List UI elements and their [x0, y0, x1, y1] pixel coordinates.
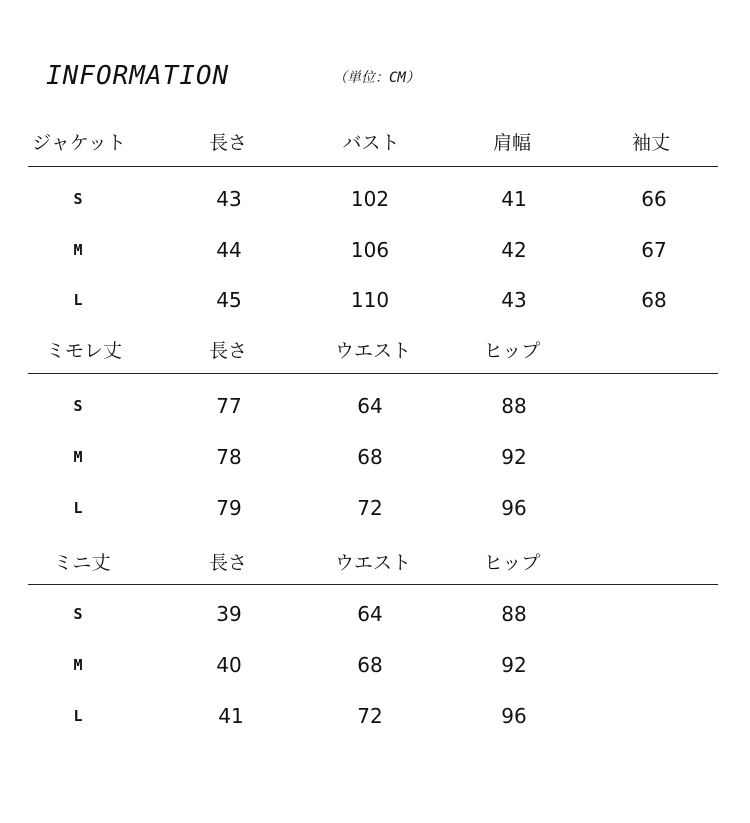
size-label: M — [73, 448, 83, 466]
value-length: 44 — [216, 238, 242, 262]
value-sleeve: 68 — [641, 288, 667, 312]
value-waist: 64 — [357, 394, 383, 418]
header-waist: ウエスト — [334, 552, 412, 574]
value-sleeve: 66 — [641, 187, 667, 211]
value-waist: 72 — [357, 704, 383, 728]
unit-note: （単位：CM） — [333, 70, 420, 86]
value-hip: 96 — [501, 704, 527, 728]
value-waist: 68 — [357, 653, 383, 677]
value-length: 77 — [216, 394, 242, 418]
value-shoulder: 43 — [501, 288, 527, 312]
value-waist: 72 — [357, 496, 383, 520]
size-label: S — [73, 397, 83, 415]
value-waist: 64 — [357, 602, 383, 626]
header-length: 長さ — [208, 132, 248, 154]
size-label: L — [73, 291, 83, 309]
value-length: 43 — [216, 187, 242, 211]
header-category: ミモレ丈 — [45, 340, 123, 362]
size-label: S — [73, 190, 83, 208]
header-category: ジャケット — [32, 132, 126, 154]
page-title: INFORMATION — [46, 61, 230, 91]
header-length: 長さ — [208, 552, 248, 574]
value-sleeve: 67 — [641, 238, 667, 262]
size-label: M — [73, 241, 83, 259]
header-waist: ウエスト — [334, 340, 412, 362]
header-hip: ヒップ — [483, 340, 541, 362]
value-hip: 92 — [501, 445, 527, 469]
header-sleeve: 袖丈 — [631, 132, 671, 154]
value-bust: 110 — [350, 288, 390, 312]
value-length: 39 — [216, 602, 242, 626]
header-divider — [28, 584, 718, 585]
header-category: ミニ丈 — [53, 552, 111, 574]
header-divider — [28, 373, 718, 374]
value-shoulder: 42 — [501, 238, 527, 262]
value-length: 78 — [216, 445, 242, 469]
value-waist: 68 — [357, 445, 383, 469]
value-shoulder: 41 — [501, 187, 527, 211]
header-shoulder: 肩幅 — [492, 132, 532, 154]
header-hip: ヒップ — [483, 552, 541, 574]
value-length: 41 — [218, 704, 244, 728]
size-label: S — [73, 605, 83, 623]
size-label: L — [73, 499, 83, 517]
value-hip: 88 — [501, 602, 527, 626]
value-length: 40 — [216, 653, 242, 677]
header-divider — [28, 166, 718, 167]
value-bust: 106 — [350, 238, 390, 262]
header-bust: バスト — [342, 132, 400, 154]
value-bust: 102 — [350, 187, 390, 211]
size-label: M — [73, 656, 83, 674]
value-hip: 96 — [501, 496, 527, 520]
value-hip: 92 — [501, 653, 527, 677]
value-length: 45 — [216, 288, 242, 312]
header-length: 長さ — [208, 340, 248, 362]
value-hip: 88 — [501, 394, 527, 418]
value-length: 79 — [216, 496, 242, 520]
size-label: L — [73, 707, 83, 725]
